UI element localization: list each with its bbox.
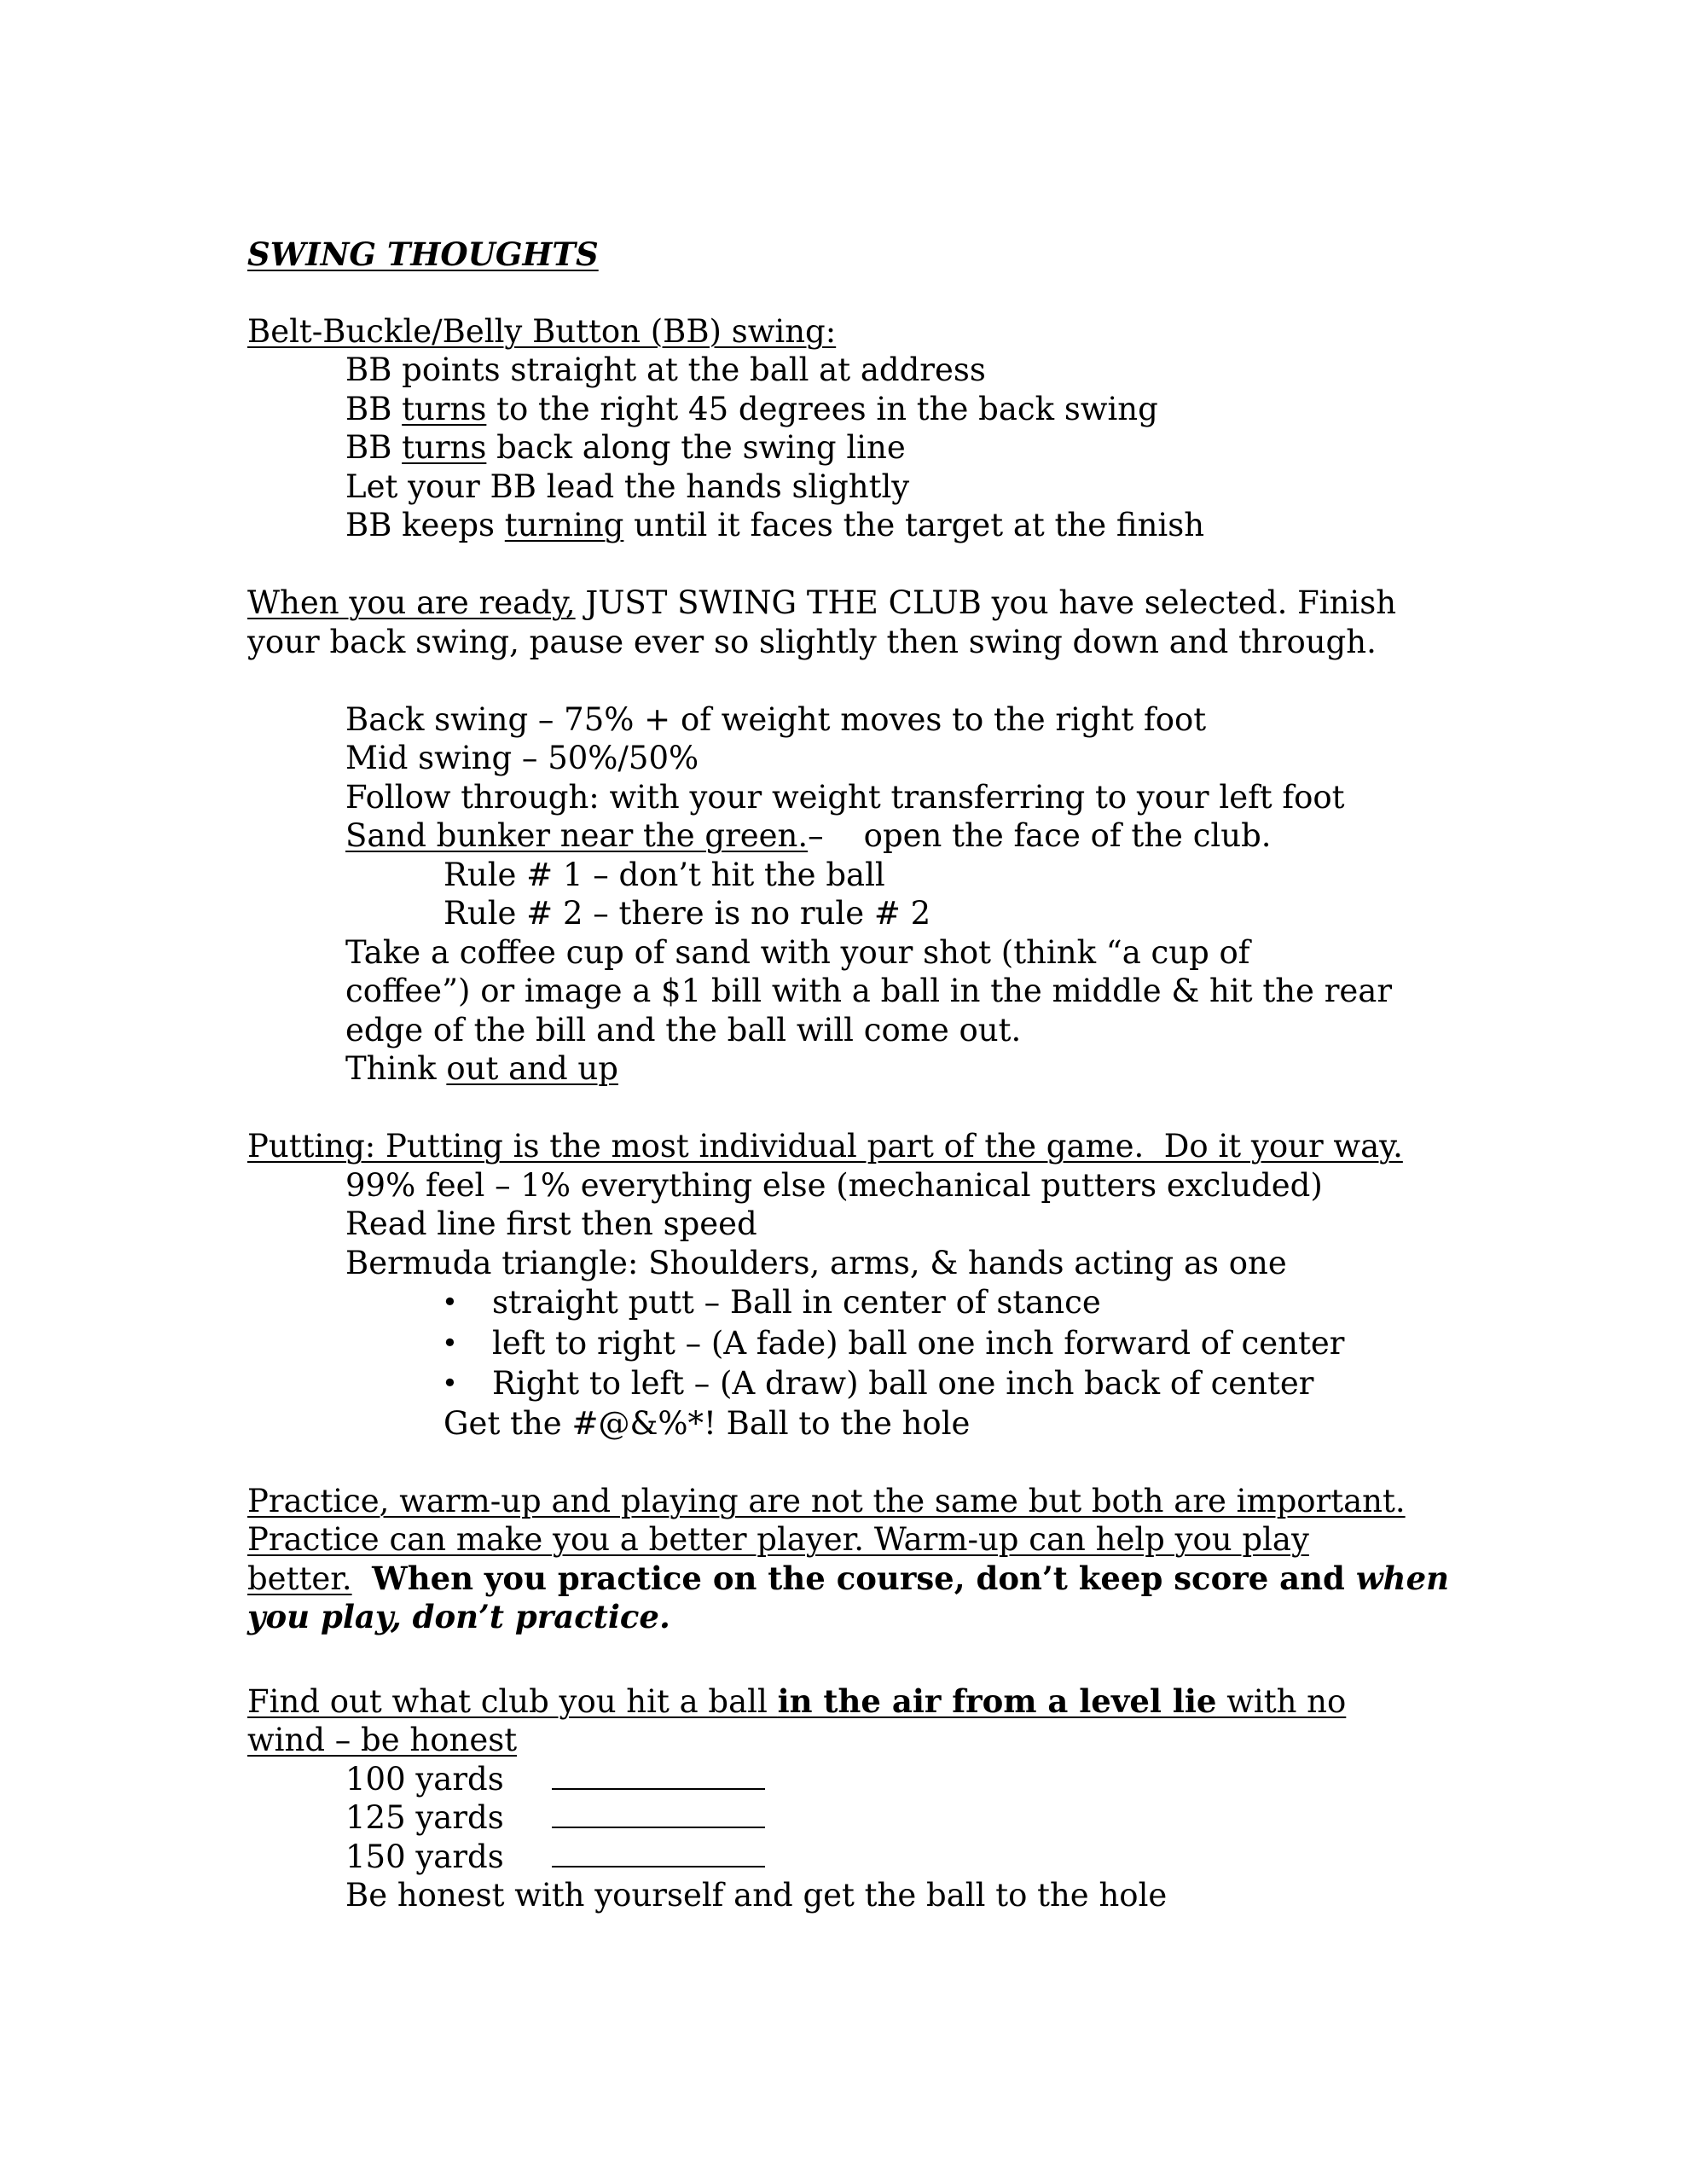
bullet-icon: • <box>442 1326 458 1359</box>
coffee-line-1: Take a coffee cup of sand with your shot (think “a cup of <box>345 933 1250 971</box>
bold-underlined-phrase: in the air from a level lie <box>777 1682 1217 1720</box>
underlined-word: turns <box>402 390 487 427</box>
putting-bullet-list <box>247 1282 1458 1404</box>
page-title: SWING THOUGHTS <box>247 235 599 273</box>
bold-text: When you practice on the course, don’t keep score and <box>372 1559 1356 1597</box>
coffee-line-3: edge of the bill and the ball will come out. <box>345 1011 1022 1048</box>
putting-heading: Putting: Putting is the most individual part of the game. Do it your way. <box>247 1128 1403 1165</box>
club-line-1 <box>247 1682 1458 1722</box>
fill-in-blank[interactable] <box>552 1840 765 1867</box>
bb-line-2 <box>247 390 1458 429</box>
practice-line-3 <box>247 1560 1458 1599</box>
bullet-icon: • <box>442 1286 458 1318</box>
weight-line-3: Follow through: with your weight transferring to your left foot <box>345 778 1345 816</box>
bb-line-5 <box>247 506 1458 545</box>
ready-line-1 <box>247 584 1458 623</box>
document-page <box>247 224 1458 1915</box>
putting-line-1: 99% feel – 1% everything else (mechanical putters excluded) <box>345 1166 1323 1204</box>
underlined-phrase: Sand bunker near the green. <box>345 817 809 854</box>
think-line <box>247 1049 1458 1089</box>
text: Think <box>345 1050 447 1087</box>
rule-1: Rule # 1 – don’t hit the ball <box>443 856 885 893</box>
text: JUST SWING THE CLUB you have selected. Finish <box>575 584 1397 621</box>
yardage-label: 125 yards <box>345 1799 504 1836</box>
practice-line-2: Practice can make you a better player. Warm-up can help you play <box>247 1521 1309 1558</box>
spacer <box>247 1443 1458 1482</box>
bb-heading: Belt-Buckle/Belly Button (BB) swing: <box>247 312 837 350</box>
putting-line-4: Get the #@&%*! Ball to the hole <box>443 1404 971 1442</box>
list-item <box>247 1323 1458 1364</box>
closing-line: Be honest with yourself and get the ball to the hole <box>345 1877 1168 1914</box>
list-item-text: Right to left – (A draw) ball one inch back of center <box>492 1365 1314 1402</box>
fill-in-blank[interactable] <box>552 1763 765 1790</box>
underlined-phrase: Find out what club you hit a ball <box>247 1682 778 1720</box>
underlined-word: better. <box>247 1560 352 1597</box>
fill-in-blank[interactable] <box>552 1801 765 1828</box>
bold-italic-text: when <box>1355 1559 1450 1597</box>
spacer <box>247 545 1458 584</box>
text: BB <box>345 429 403 466</box>
spacer <box>247 661 1458 700</box>
sand-line <box>247 816 1458 856</box>
list-item <box>247 1363 1458 1404</box>
text: BB keeps <box>345 507 505 543</box>
underlined-word: turns <box>402 429 487 466</box>
text: to the right 45 degrees in the back swing <box>486 390 1158 427</box>
yardage-row <box>247 1760 1458 1799</box>
practice-line-4: you play, don’t practice. <box>247 1598 670 1635</box>
weight-line-1: Back swing – 75% + of weight moves to the right foot <box>345 700 1207 738</box>
underlined-phrase: with no <box>1216 1682 1347 1720</box>
underlined-phrase: out and up <box>446 1050 618 1087</box>
list-item <box>247 1282 1458 1323</box>
text: until it faces the target at the finish <box>623 507 1205 543</box>
bb-line-1: BB points straight at the ball at address <box>345 351 986 388</box>
ready-line-2: your back swing, pause ever so slightly then swing down and through. <box>247 623 1377 660</box>
bb-line-3 <box>247 428 1458 468</box>
practice-line-1: Practice, warm-up and playing are not the same but both are important. <box>247 1482 1406 1519</box>
weight-line-2: Mid swing – 50%/50% <box>345 740 699 776</box>
yardage-label: 150 yards <box>345 1838 504 1875</box>
text: back along the swing line <box>486 429 906 466</box>
list-item-text: straight putt – Ball in center of stance <box>492 1284 1101 1321</box>
text: – open the face of the club. <box>808 817 1272 854</box>
coffee-line-2: coffee”) or image a $1 bill with a ball in the middle & hit the rear <box>345 973 1393 1009</box>
putting-line-2: Read line first then speed <box>345 1205 757 1242</box>
club-line-2: wind – be honest <box>247 1722 518 1758</box>
text: BB <box>345 390 403 427</box>
yardage-label: 100 yards <box>345 1760 504 1798</box>
yardage-row <box>247 1798 1458 1838</box>
underlined-word: turning <box>504 507 624 543</box>
yardage-row <box>247 1838 1458 1877</box>
putting-line-3: Bermuda triangle: Shoulders, arms, & hands acting as one <box>345 1244 1287 1281</box>
rule-2: Rule # 2 – there is no rule # 2 <box>443 895 931 932</box>
underlined-phrase: When you are ready, <box>247 584 576 621</box>
bullet-icon: • <box>442 1367 458 1399</box>
spacer <box>247 1637 1458 1682</box>
spacer <box>247 1089 1458 1128</box>
spacer <box>247 275 1458 312</box>
bb-line-4: Let your BB lead the hands slightly <box>345 468 910 505</box>
list-item-text: left to right – (A fade) ball one inch forward of center <box>492 1324 1345 1362</box>
